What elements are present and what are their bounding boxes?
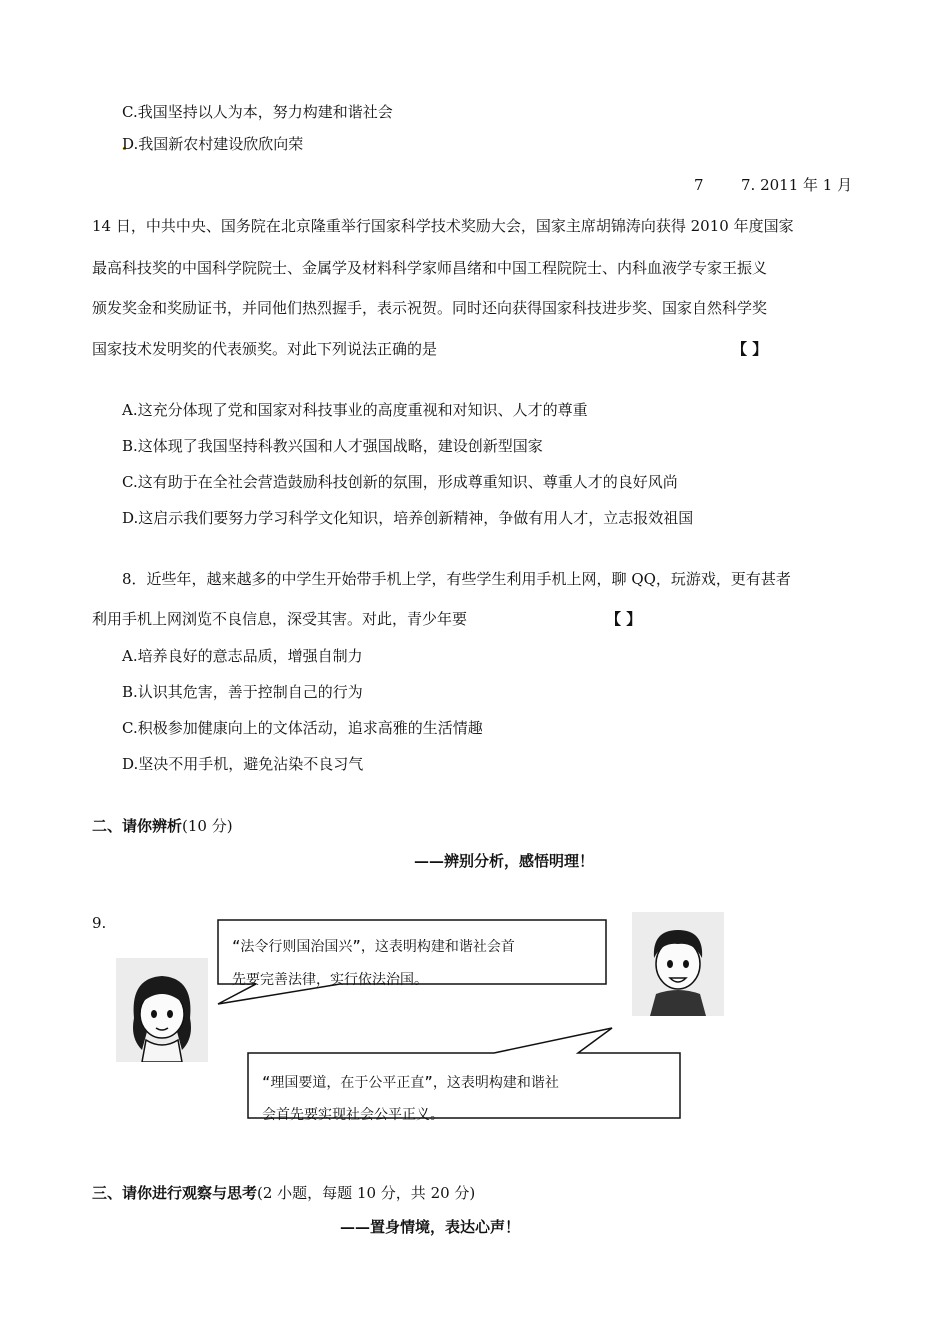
q7-option-b: B.这体现了我国坚持科教兴国和人才强国战略，建设创新型国家	[122, 437, 543, 455]
q7-option-a: A.这充分体现了党和国家对科技事业的高度重视和对知识、人才的尊重	[122, 401, 588, 419]
q8-option-b: B.认识其危害，善于控制自己的行为	[122, 683, 363, 701]
q7-stem-line-1: 7. 2011 年 1 月	[741, 176, 853, 194]
section-2-score: (10 分)	[182, 817, 233, 835]
q8-option-d: D.坚决不用手机，避免沾染不良习气	[122, 755, 364, 773]
q8-stem-line-1: 8．近些年，越来越多的中学生开始带手机上学，有些学生利用手机上网，聊 QQ，玩游戏，更有甚者	[122, 570, 791, 588]
q7-option-c: C.这有助于在全社会营造鼓励科技创新的氛围，形成尊重知识、尊重人才的良好风尚	[122, 473, 678, 491]
q7-stem-line-5: 国家技术发明奖的代表颁奖。对此下列说法正确的是	[92, 340, 438, 358]
bubble-2-line-1: “理国要道，在于公平正直”，这表明构建和谐社	[262, 1075, 559, 1091]
q8-stem-line-2: 利用手机上网浏览不良信息，深受其害。对此，青少年要	[92, 610, 468, 628]
section-2-title: 二、请你辨析	[92, 817, 183, 835]
q6-option-d: D.我国新农村建设欣欣向荣	[122, 135, 304, 153]
answer-bracket: 【 】	[606, 610, 642, 628]
section-3-heading	[92, 1183, 475, 1203]
q6-option-c: C.我国坚持以人为本，努力构建和谐社会	[122, 103, 393, 121]
bubble-1-line-2: 先要完善法律，实行依法治国。	[232, 972, 428, 988]
bubble-1-line-1: “法令行则国治国兴”，这表明构建和谐社会首	[232, 939, 515, 955]
q7-number-mark: 7	[694, 176, 704, 194]
section-3-score: (2 小题，每题 10 分，共 20 分)	[257, 1184, 476, 1202]
section-3-title: 三、请你进行观察与思考	[92, 1184, 258, 1202]
q7-stem-line-3: 最高科技奖的中国科学院院士、金属学及材料科学家师昌绪和中国工程院院士、内科血液学专家王振义	[92, 259, 768, 277]
q8-option-c: C.积极参加健康向上的文体活动，追求高雅的生活情趣	[122, 719, 483, 737]
q8-option-a: A.培养良好的意志品质，增强自制力	[122, 647, 363, 665]
q7-option-d: D.这启示我们要努力学习科学文化知识，培养创新精神，争做有用人才，立志报效祖国	[122, 509, 694, 527]
section-3-motto: ——置身情境，表达心声！	[340, 1218, 521, 1236]
q9-number: 9.	[92, 914, 107, 932]
bubble-2-line-2: 会首先要实现社会公平正义。	[262, 1107, 444, 1123]
answer-bracket: 【 】	[732, 340, 768, 358]
q7-stem-line-2: 14 日，中共中央、国务院在北京隆重举行国家科学技术奖励大会，国家主席胡锦涛向获得 2010 年度国家	[92, 217, 794, 235]
section-2-motto: ——辨别分析，感悟明理！	[414, 852, 595, 870]
q7-stem-line-4: 颁发奖金和奖励证书，并同他们热烈握手，表示祝贺。同时还向获得国家科技进步奖、国家自然科学奖	[92, 299, 768, 317]
